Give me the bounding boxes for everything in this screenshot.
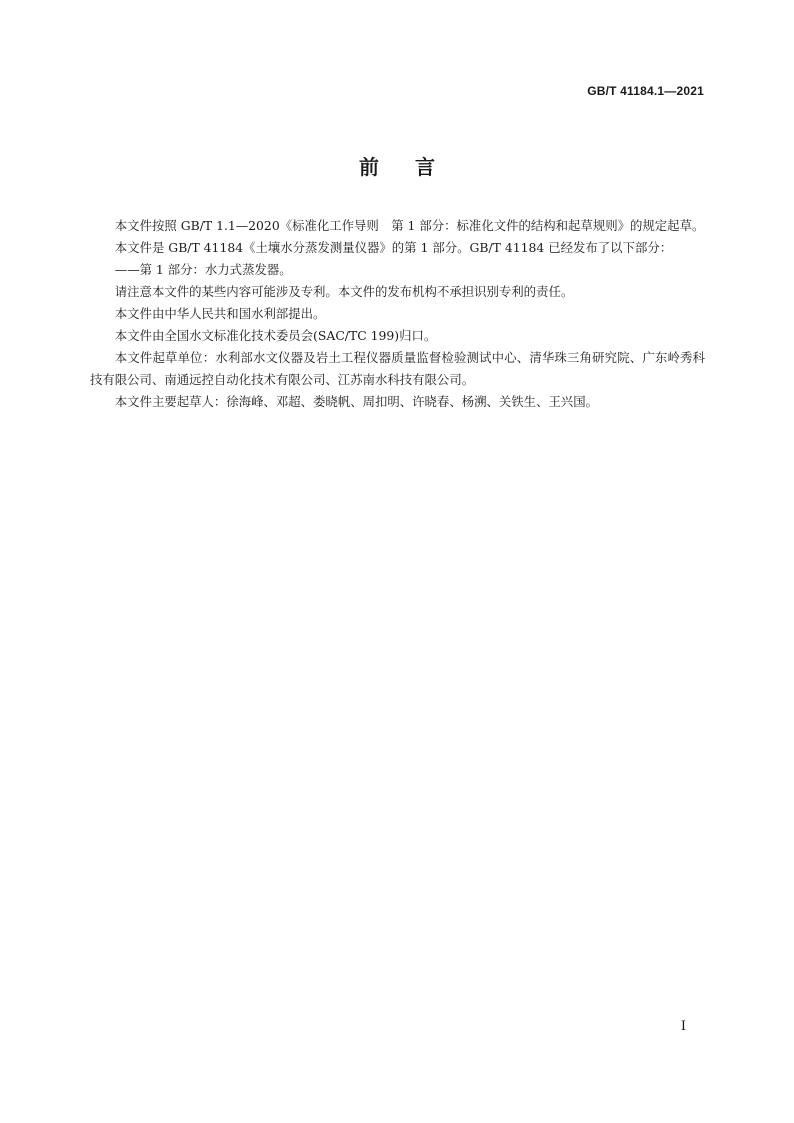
paragraph-proposer: 本文件由中华人民共和国水利部提出。 xyxy=(114,306,326,321)
document-code: GB/T 41184.1—2021 xyxy=(587,84,704,98)
paragraph-drafting-rules: 本文件按照 GB/T 1.1—2020《标准化工作导则 第 1 部分：标准化文件的结构和起草规则》的规定起草。 xyxy=(114,218,705,233)
paragraph-part-list-item: ——第 1 部分：水力式蒸发器。 xyxy=(114,262,292,277)
document-body xyxy=(90,215,705,413)
paragraph-part-info: 本文件是 GB/T 41184《土壤水分蒸发测量仪器》的第 1 部分。GB/T 41184 已经发布了以下部分： xyxy=(114,240,673,255)
paragraph-patent-notice: 请注意本文件的某些内容可能涉及专利。本文件的发布机构不承担识别专利的责任。 xyxy=(114,284,574,299)
page-title: 前言 xyxy=(359,155,471,179)
paragraph-drafters: 本文件主要起草人：徐海峰、邓超、娄晓帆、周扣明、许晓春、杨溯、关铁生、王兴国。 xyxy=(114,394,599,409)
paragraph-administrator: 本文件由全国水文标准化技术委员会(SAC/TC 199)归口。 xyxy=(114,328,437,343)
page-number: I xyxy=(680,1019,686,1034)
paragraph-drafting-units: 本文件起草单位：水利部水文仪器及岩土工程仪器质量监督检验测试中心、清华珠三角研究院、广东岭秀科技有限公司、南通远控自动化技术有限公司、江苏南水科技有限公司。 xyxy=(90,350,705,387)
